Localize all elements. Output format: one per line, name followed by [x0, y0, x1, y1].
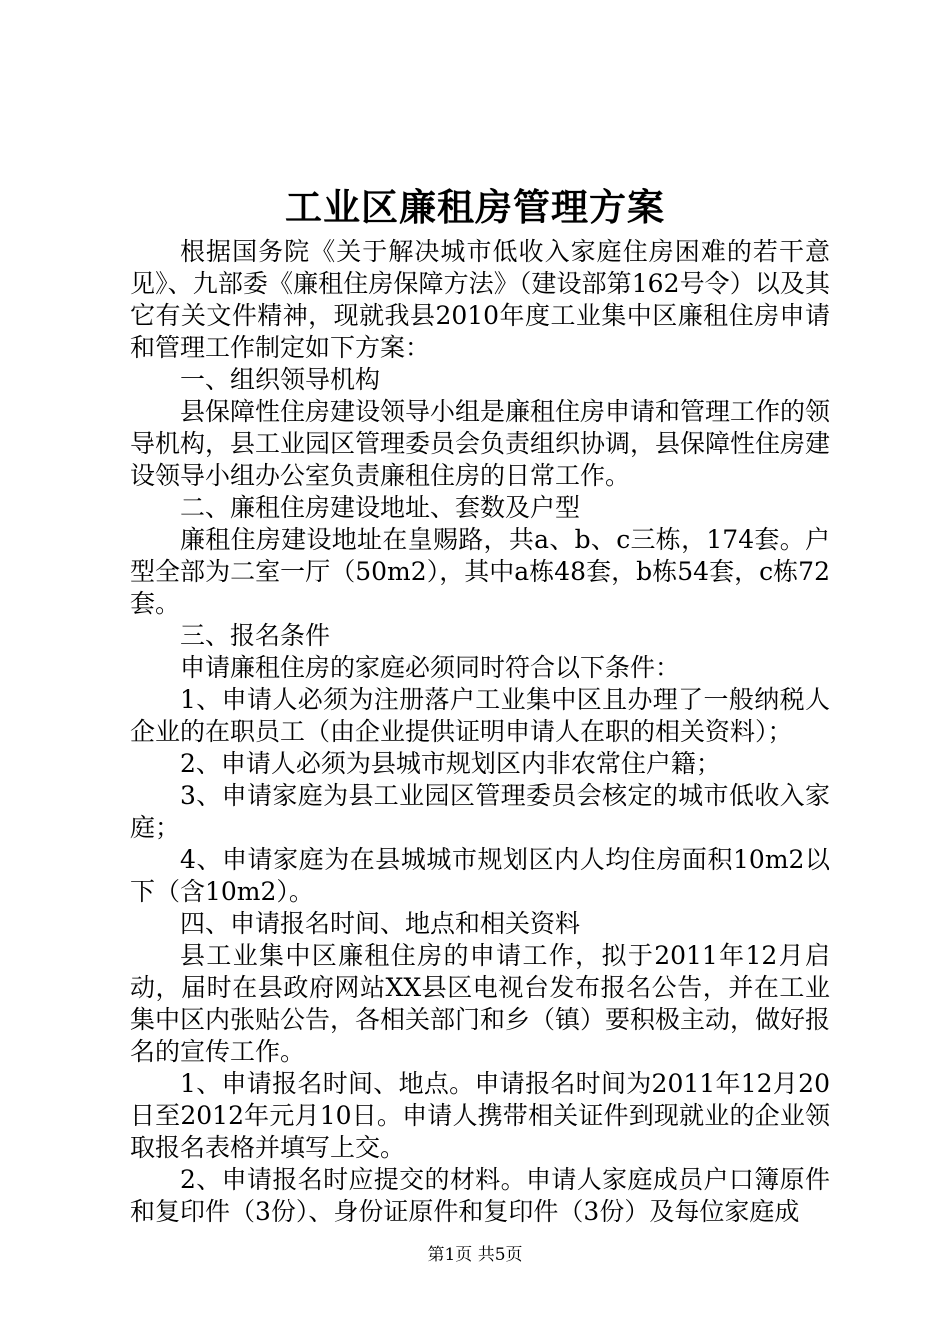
document-body: [130, 236, 830, 1228]
paragraph-organization: 县保障性住房建设领导小组是廉租住房申请和管理工作的领导机构，县工业园区管理委员会负责组织协调，县保障性住房建设领导小组办公室负责廉租住房的日常工作。: [130, 397, 831, 490]
condition-item-4: 4、申请家庭为在县城城市规划区内人均住房面积10m2以下（含10m2）。: [130, 845, 830, 906]
paragraph-conditions-intro: 申请廉租住房的家庭必须同时符合以下条件：: [180, 653, 681, 682]
condition-item-1: 1、申请人必须为注册落户工业集中区且办理了一般纳税人企业的在职员工（由企业提供证明申请人在职的相关资料）；: [130, 685, 830, 746]
condition-item-2: 2、申请人必须为县城市规划区内非农常住户籍；: [180, 749, 721, 778]
paragraph-address: 廉租住房建设地址在皇赐路，共a、b、c三栋，174套。户型全部为二室一厅（50m2），其中a栋48套，b栋54套，c栋72套。: [130, 525, 830, 618]
paragraph-application: 县工业集中区廉租住房的申请工作，拟于2011年12月启动，届时在县政府网站XX县区电视台发布报名公告，并在工业集中区内张贴公告，各相关部门和乡（镇）要积极主动，做好报名的宣传工作。: [130, 941, 831, 1066]
page-number: 第1页 共5页: [427, 1245, 523, 1265]
section-heading-3: 三、报名条件: [180, 621, 331, 650]
section-heading-2: 二、廉租住房建设地址、套数及户型: [180, 493, 581, 522]
section-heading-1: 一、组织领导机构: [180, 365, 381, 394]
application-item-1: 1、申请报名时间、地点。申请报名时间为2011年12月20日至2012年元月10日。申请人携带相关证件到现就业的企业领取报名表格并填写上交。: [130, 1069, 830, 1162]
paragraph-intro: 根据国务院《关于解决城市低收入家庭住房困难的若干意见》、九部委《廉租住房保障方法》（建设部第162号令）以及其它有关文件精神，现就我县2010年度工业集中区廉租住房申请和管理工作制定如下方案：: [130, 237, 830, 362]
section-heading-4: 四、申请报名时间、地点和相关资料: [180, 909, 581, 938]
condition-item-3: 3、申请家庭为县工业园区管理委员会核定的城市低收入家庭；: [130, 781, 830, 842]
document-title: 工业区廉租房管理方案: [285, 185, 665, 229]
application-item-2: 2、申请报名时应提交的材料。申请人家庭成员户口簿原件和复印件（3份）、身份证原件和复印件（3份）及每位家庭成: [130, 1165, 830, 1226]
